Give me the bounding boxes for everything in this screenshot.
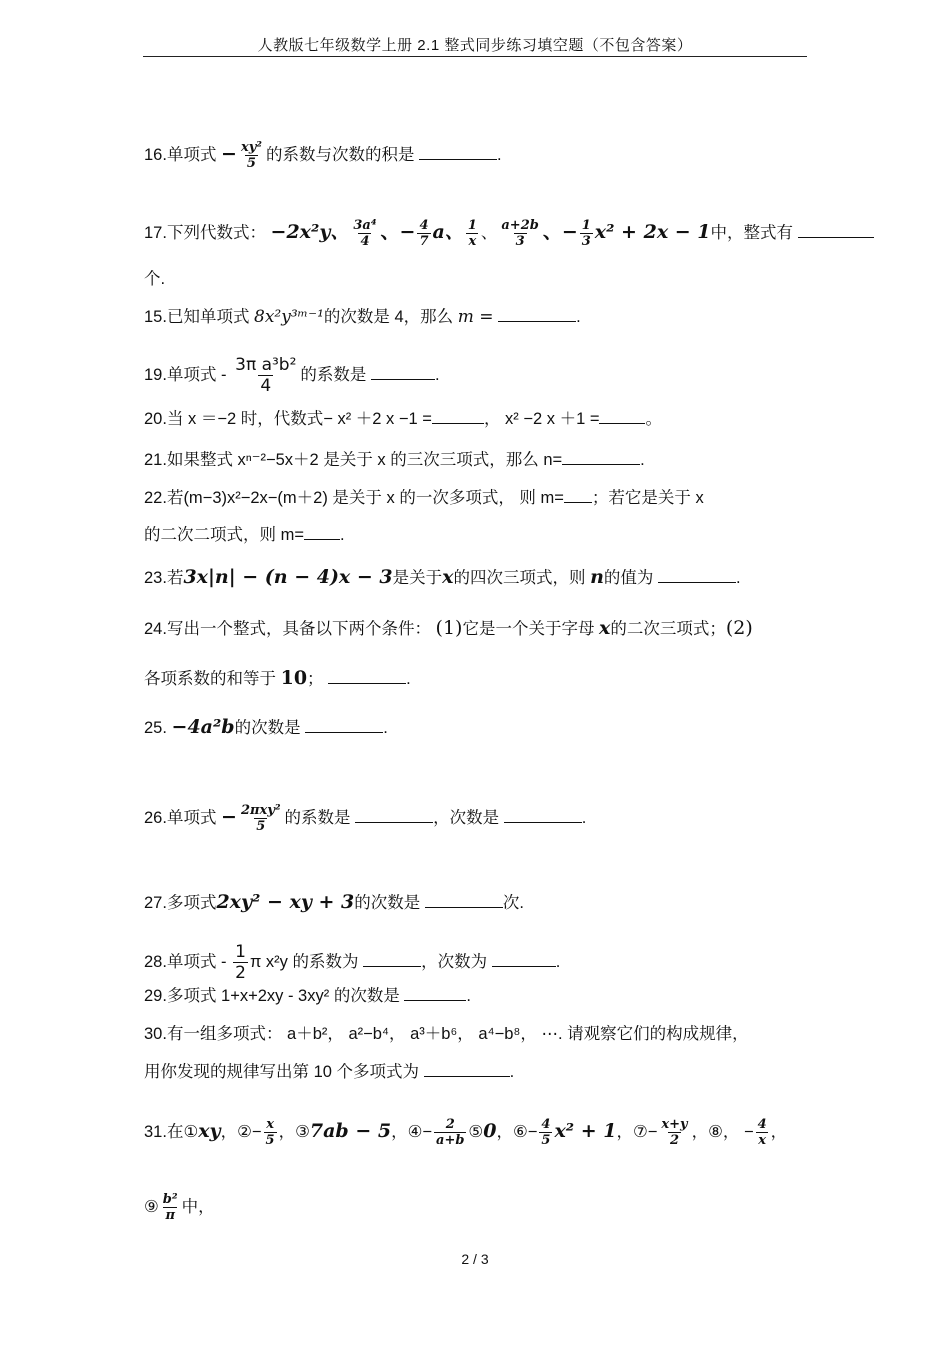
question-28: 28.单项式 - $\frac{1}{2}$ π x²y 的系数为 ，次数为 . [144, 942, 561, 983]
answer-blank[interactable] [658, 567, 736, 583]
answer-blank[interactable] [798, 222, 874, 238]
question-20: 20.当 x ＝−2 时，代数式− x² ＋2 x −1 = ， x² −2 x ＋1 = 。 [144, 410, 662, 428]
question-23: 23.若3x|n| − (n − 4)x − 3是关于x的四次三项式，则 n的值为 . [144, 566, 741, 588]
page-number: 2 / 3 [461, 1251, 489, 1267]
page-header: 人教版七年级数学上册 2.1 整式同步练习填空题（不包含答案） [257, 37, 693, 54]
question-25: 25. −4a²b的次数是 . [144, 716, 388, 738]
question-22-line2: 的二次二项式，则 m= . [144, 526, 345, 544]
answer-blank[interactable] [363, 951, 421, 967]
fraction: $\frac{\text{xy²}}{5}$ [240, 140, 262, 171]
answer-blank[interactable] [305, 717, 383, 733]
question-text: 的系数与次数的积是 [265, 145, 415, 164]
question-number: 16. [144, 145, 167, 164]
answer-blank[interactable] [304, 524, 340, 540]
question-15: 15.已知单项式 8x²y³ᵐ⁻¹的次数是 4，那么 m = . [144, 307, 581, 327]
question-27: 27.多项式2xy² − xy + 3的次数是 次. [144, 891, 524, 913]
question-24: 24.写出一个整式，具备以下两个条件： (1)它是一个关于字母 x的二次三项式；(2) [144, 617, 753, 639]
answer-blank[interactable] [504, 807, 582, 823]
question-17-line2: 个. [144, 270, 166, 288]
question-29: 29.多项式 1+x+2xy - 3xy² 的次数是 . [144, 987, 472, 1005]
minus-sign: − [221, 142, 237, 165]
question-22: 22.若(m−3)x²−2x−(m＋2) 是关于 x 的一次多项式， 则 m= ；若它是关于 x [144, 489, 704, 507]
question-19: 19.单项式 - $\frac{\text{3π a³b²}}{4}$ 的系数是 . [144, 355, 440, 396]
answer-blank[interactable] [424, 1061, 510, 1077]
answer-blank[interactable] [599, 408, 645, 424]
question-24-line2: 各项系数的和等于 10； . [144, 667, 411, 689]
question-17: 17.下列代数式： −2x²y、 $\frac{\text{3a⁴}}{4}$ 、− $\frac{4}{7}$ a、 $\frac{1}{x}$ 、 $\frac{a+2b}{3}$ 、− $\frac{1}{3}$ x² + 2x − 1中，整式有 [144, 218, 874, 249]
question-16: 16.单项式 − $\frac{\text{xy²}}{5}$ 的系数与次数的积是 . [144, 140, 502, 171]
answer-blank[interactable] [371, 364, 435, 380]
header-rule [143, 56, 807, 57]
answer-blank[interactable] [564, 487, 592, 503]
question-26: 26.单项式 − $\frac{\text{2πxy²}}{5}$ 的系数是 ，次数是 . [144, 803, 587, 834]
answer-blank[interactable] [562, 449, 640, 465]
question-30: 30.有一组多项式： a＋b²， a²−b⁴， a³＋b⁶， a⁴−b⁸， ⋯. 请观察它们的构成规律， [144, 1025, 749, 1043]
answer-blank[interactable] [404, 985, 466, 1001]
answer-blank[interactable] [498, 306, 576, 322]
answer-blank[interactable] [492, 951, 556, 967]
question-30-line2: 用你发现的规律写出第 10 个多项式为 . [144, 1063, 515, 1081]
answer-blank[interactable] [328, 668, 406, 684]
answer-blank[interactable] [355, 807, 433, 823]
answer-blank[interactable] [419, 144, 497, 160]
question-31-line2: ⑨ $\frac{\text{b²}}{\pi}$ 中， [144, 1192, 215, 1223]
question-31: 31.在①xy，②− $\frac{x}{5}$ ，③7ab − 5，④− $\frac{2}{a+b}$ ⑤0，⑥− $\frac{4}{5}$ x² + 1，⑦− $\frac{x+y}{2}$ ，⑧， − $\frac{4}{x}$ ， [144, 1117, 788, 1148]
question-text: 单项式 [166, 145, 217, 164]
answer-blank[interactable] [432, 408, 484, 424]
answer-blank[interactable] [425, 892, 503, 908]
question-21: 21.如果整式 xⁿ⁻²−5x＋2 是关于 x 的三次三项式，那么 n= . [144, 451, 645, 469]
